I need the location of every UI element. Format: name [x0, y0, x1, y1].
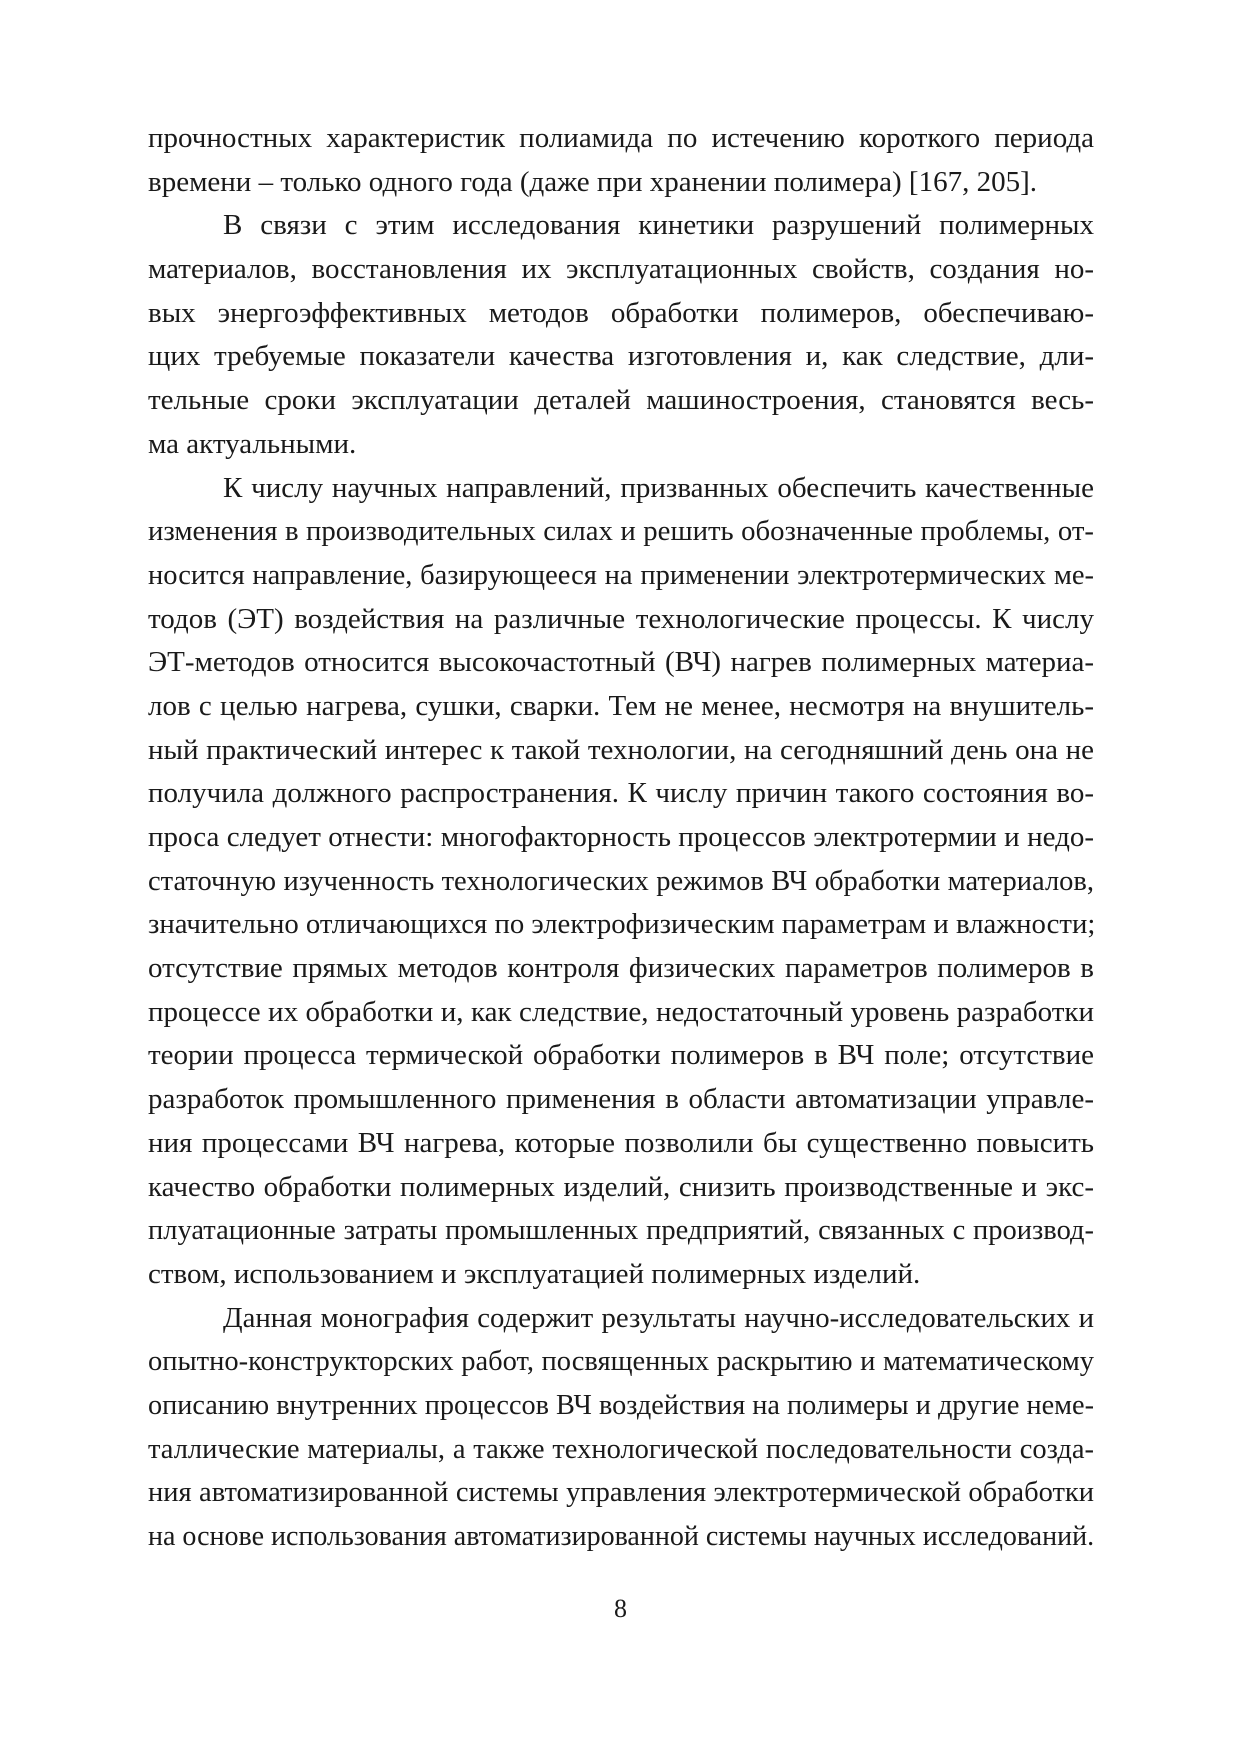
text-line: щих требуемые показатели качества изготовления и, как следствие, дли- [148, 340, 1094, 373]
text-line: ния автоматизированной системы управления электротермической обработки [148, 1477, 1094, 1509]
text-line: таллические материалы, а также технологической последовательности созда- [148, 1433, 1094, 1465]
text-line: К числу научных направлений, призванных обеспечить качественные [223, 471, 1094, 504]
text-line: отсутствие прямых методов контроля физических параметров полимеров в [148, 952, 1094, 985]
text-line: ния процессами ВЧ нагрева, которые позволили бы существенно повысить [148, 1126, 1094, 1159]
text-line: значительно отличающихся по электрофизическим параметрам и влажности; [148, 908, 1096, 941]
text-line: изменения в производительных силах и решить обозначенные проблемы, от- [148, 515, 1094, 548]
text-line: получила должного распространения. К числу причин такого состояния во- [148, 777, 1094, 810]
text-line: разработок промышленного применения в области автоматизации управле- [148, 1083, 1094, 1116]
text-line: теории процесса термической обработки полимеров в ВЧ поле; отсутствие [148, 1039, 1094, 1072]
text-line: плуатационные затраты промышленных предприятий, связанных с производ- [148, 1215, 1094, 1247]
text-line: статочную изученность технологических режимов ВЧ обработки материалов, [148, 865, 1094, 897]
text-line: ма актуальными. [148, 427, 357, 460]
text-line: ством, использованием и эксплуатацией полимерных изделий. [148, 1257, 921, 1290]
text-line: тодов (ЭТ) воздействия на различные технологические процессы. К числу [148, 602, 1094, 635]
text-line: на основе использования автоматизированной системы научных исследований. [148, 1521, 1095, 1552]
text-line: носится направление, базирующееся на применении электротермических ме- [148, 559, 1094, 591]
text-line: ЭТ-методов относится высокочастотный (ВЧ) нагрев полимерных материа- [148, 646, 1094, 679]
text-line: материалов, восстановления их эксплуатационных свойств, создания но- [148, 253, 1094, 286]
text-line: проса следует отнести: многофакторность процессов электротермии и недо- [148, 821, 1094, 853]
text-line: В связи с этим исследования кинетики разрушений полимерных [223, 209, 1094, 242]
text-line: процессе их обработки и, как следствие, недостаточный уровень разработки [148, 995, 1094, 1028]
text-line: тельные сроки эксплуатации деталей машиностроения, становятся весь- [148, 384, 1094, 417]
text-line: вых энергоэффективных методов обработки полимеров, обеспечиваю- [148, 296, 1094, 329]
text-line: ный практический интерес к такой технологии, на сегодняшний день она не [148, 733, 1094, 766]
text-line: Данная монография содержит результаты научно-исследовательских и [223, 1301, 1094, 1334]
text-line: описанию внутренних процессов ВЧ воздействия на полимеры и другие неме- [148, 1389, 1094, 1421]
page-number: 8 [614, 1594, 627, 1623]
text-line: прочностных характеристик полиамида по истечению короткого периода [148, 122, 1094, 154]
text-line: лов с целью нагрева, сушки, сварки. Тем не менее, несмотря на внушитель- [148, 689, 1094, 722]
text-line: опытно-конструкторских работ, посвященных раскрытию и математическому [148, 1346, 1094, 1378]
body-text [148, 117, 1094, 1559]
text-line: времени – только одного года (даже при хранении полимера) [167, 205]. [148, 165, 1037, 198]
text-line: качество обработки полимерных изделий, снизить производственные и экс- [148, 1170, 1094, 1203]
